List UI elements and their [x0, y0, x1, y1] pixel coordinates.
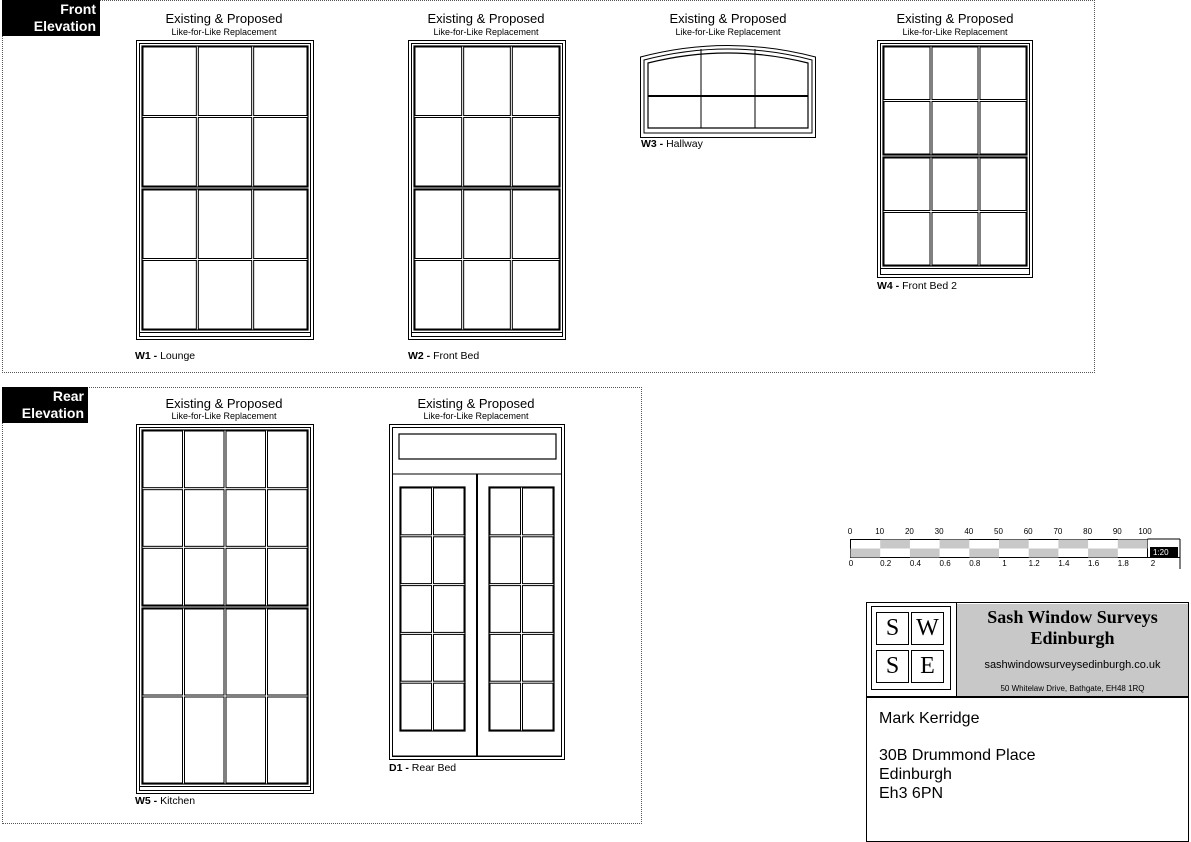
upper-pane [254, 47, 307, 116]
w4-name: Front Bed 2 [902, 280, 957, 292]
lower-pane [143, 609, 183, 695]
lower-pane [415, 190, 462, 259]
upper-pane [464, 47, 511, 116]
right-door-glazing-pane [523, 488, 554, 535]
upper-pane [143, 431, 183, 488]
w3-label [641, 138, 703, 150]
right-door-glazing-sash [489, 487, 554, 731]
lower-pane [415, 261, 462, 330]
scale-bottom-tick-label: 2 [1150, 559, 1156, 568]
scale-bottom-tick-label: 1.4 [1058, 559, 1070, 568]
w3-title: Existing & Proposed [669, 11, 787, 26]
w3-name: Hallway [666, 138, 703, 150]
left-door-glazing-pane [401, 634, 432, 681]
scale-bar-segment [1058, 540, 1088, 549]
title-block-divider [866, 696, 1189, 698]
scale-top-tick-label: 100 [1138, 527, 1152, 536]
scale-bottom-tick-label: 1.6 [1088, 559, 1100, 568]
company-name-line2: Edinburgh [1030, 628, 1115, 648]
inner-arched-frame [644, 49, 812, 133]
right-door-glazing-pane [490, 488, 521, 535]
inner-frame [140, 44, 311, 333]
scale-top-tick-label: 10 [875, 527, 885, 536]
upper-sash [142, 430, 308, 606]
d1-code: D1 - [389, 762, 409, 774]
w5-label [135, 795, 195, 807]
lower-pane [143, 697, 183, 783]
upper-pane [143, 548, 183, 605]
lower-pane [268, 697, 308, 783]
right-door-glazing-pane [490, 586, 521, 633]
scale-bottom-tick-label: 1.2 [1028, 559, 1040, 568]
rear-elevation-label-line2: Elevation [21, 405, 84, 421]
upper-pane [143, 490, 183, 547]
company-address: 50 Whitelaw Drive, Bathgate, EH48 1RQ [1000, 684, 1145, 693]
scale-bar-segment [1118, 540, 1148, 549]
lower-pane [254, 190, 307, 259]
scale-bar-segment [940, 540, 970, 549]
w3-code: W3 - [641, 138, 664, 150]
lower-pane [512, 190, 559, 259]
left-door-glazing-pane [401, 683, 432, 730]
sill [412, 333, 563, 337]
lower-pane [268, 609, 308, 695]
scale-top-tick-label: 20 [904, 527, 914, 536]
w4-code: W4 - [877, 280, 900, 292]
scale-top-tick-label: 50 [994, 527, 1003, 536]
upper-pane [512, 47, 559, 116]
lower-sash [414, 189, 560, 330]
left-door-glazing-sash [400, 487, 465, 731]
inner-frame [140, 428, 311, 787]
scale-bottom-tick-label: 0.2 [880, 559, 892, 568]
lower-pane [198, 190, 251, 259]
scale-bar-segment [910, 549, 940, 558]
w1-label [135, 350, 195, 362]
lower-pane [884, 158, 930, 211]
upper-pane [198, 118, 251, 187]
upper-pane [143, 118, 196, 187]
upper-pane [185, 548, 225, 605]
scale-bottom-tick-label: 0 [848, 559, 854, 568]
sill [881, 269, 1030, 275]
scale-top-tick-label: 60 [1023, 527, 1033, 536]
scale-top-tick-label: 70 [1053, 527, 1063, 536]
upper-pane [268, 490, 308, 547]
left-door-glazing-pane [401, 586, 432, 633]
client-name: Mark Kerridge [879, 710, 980, 727]
upper-pane [884, 47, 930, 100]
w2-subtitle: Like-for-Like Replacement [433, 27, 539, 37]
left-door-glazing-pane [434, 488, 465, 535]
scale-top-tick-label: 30 [934, 527, 944, 536]
upper-pane [268, 431, 308, 488]
lower-pane [932, 213, 978, 266]
upper-pane [884, 102, 930, 155]
lower-sash [142, 608, 308, 784]
upper-pane [185, 490, 225, 547]
upper-pane [226, 490, 266, 547]
logo-letter-w: W [911, 612, 944, 645]
lower-pane [185, 609, 225, 695]
w1-name: Lounge [160, 350, 196, 362]
upper-pane [415, 118, 462, 187]
lower-pane [254, 261, 307, 330]
upper-sash [414, 46, 560, 187]
upper-pane [198, 47, 251, 116]
company-name-line1: Sash Window Surveys [987, 607, 1158, 627]
lower-pane [226, 697, 266, 783]
right-door-glazing-pane [490, 537, 521, 584]
w2-code: W2 - [408, 350, 431, 362]
w1-subtitle: Like-for-Like Replacement [171, 27, 277, 37]
lower-sash [142, 189, 308, 330]
w5-title: Existing & Proposed [165, 396, 283, 411]
w2-window-drawing [408, 40, 566, 340]
outer-frame [878, 41, 1033, 278]
front-elevation-label-line1: Front [60, 1, 96, 17]
lower-pane [464, 261, 511, 330]
logo-letter-s-top: S [876, 612, 909, 645]
lower-pane [980, 213, 1026, 266]
left-door-glazing-pane [434, 586, 465, 633]
lower-sash [883, 157, 1027, 266]
logo-letter-e: E [911, 650, 944, 683]
lower-pane [884, 213, 930, 266]
upper-pane [980, 47, 1026, 100]
left-door-glazing-pane [434, 634, 465, 681]
left-door-glazing-pane [434, 537, 465, 584]
w4-window-drawing [877, 40, 1033, 278]
rear-elevation-label-line1: Rear [52, 388, 84, 404]
w5-subtitle: Like-for-Like Replacement [171, 411, 277, 421]
inner-frame [412, 44, 563, 333]
upper-sash [142, 46, 308, 187]
left-door-glazing-pane [434, 683, 465, 730]
scale-bottom-tick-label: 0.4 [909, 559, 921, 568]
company-website: sashwindowsurveysedinburgh.co.uk [984, 659, 1161, 671]
left-door-glazing-pane [401, 537, 432, 584]
lower-pane [143, 261, 196, 330]
lower-pane [932, 158, 978, 211]
right-door-glazing-pane [523, 586, 554, 633]
lower-pane [198, 261, 251, 330]
w2-name: Front Bed [433, 350, 480, 362]
lower-pane [185, 697, 225, 783]
front-elevation-label-line2: Elevation [33, 18, 96, 34]
scale-top-tick-label: 90 [1112, 527, 1122, 536]
w2-label [408, 350, 479, 362]
right-door-glazing-pane [490, 683, 521, 730]
w1-window-drawing [136, 40, 314, 340]
scale-bottom-tick-label: 0.8 [969, 559, 981, 568]
w1-title: Existing & Proposed [165, 11, 283, 26]
client-address-line2: Edinburgh [879, 766, 952, 783]
right-door-glazing-pane [523, 537, 554, 584]
upper-pane [226, 431, 266, 488]
upper-pane [415, 47, 462, 116]
sill [140, 787, 311, 791]
upper-pane [143, 47, 196, 116]
upper-pane [268, 548, 308, 605]
scale-bottom-tick-label: 0.6 [939, 559, 951, 568]
lower-pane [980, 158, 1026, 211]
scale-bar-segment [969, 549, 999, 558]
scale-bar-segment [1088, 549, 1118, 558]
scale-top-tick-label: 80 [1083, 527, 1093, 536]
front-elevation-label [2, 0, 100, 36]
upper-pane [464, 118, 511, 187]
right-door-glazing-pane [523, 683, 554, 730]
w5-code: W5 - [135, 795, 158, 807]
scale-bar-segment [851, 549, 881, 558]
d1-door-drawing [389, 424, 565, 760]
upper-pane [226, 548, 266, 605]
rear-elevation-label [2, 387, 88, 423]
scale-top-tick-label: 0 [847, 527, 853, 536]
lower-pane [464, 190, 511, 259]
w3-subtitle: Like-for-Like Replacement [675, 27, 781, 37]
upper-pane [932, 102, 978, 155]
w5-window-drawing [136, 424, 314, 794]
lower-pane [143, 190, 196, 259]
scale-bar-segment [1029, 549, 1059, 558]
client-address-line3: Eh3 6PN [879, 785, 944, 802]
upper-pane [185, 431, 225, 488]
upper-pane [254, 118, 307, 187]
w4-subtitle: Like-for-Like Replacement [902, 27, 1008, 37]
right-door-glazing-pane [490, 634, 521, 681]
d1-label [389, 762, 456, 774]
logo [871, 606, 951, 690]
w2-title: Existing & Proposed [427, 11, 545, 26]
d1-name: Rear Bed [411, 762, 457, 774]
scale-bottom-tick-label: 1 [1002, 559, 1007, 568]
sill [140, 333, 311, 337]
upper-pane [512, 118, 559, 187]
inner-frame [881, 44, 1030, 269]
transom-light [399, 434, 556, 459]
lower-pane [226, 609, 266, 695]
client-address-line1: 30B Drummond Place [879, 747, 1036, 764]
scale-bar-segment [880, 540, 910, 549]
logo-letter-s-bottom: S [876, 650, 909, 683]
arched-sash [648, 53, 808, 128]
lower-pane [512, 261, 559, 330]
scale-top-tick-label: 40 [964, 527, 974, 536]
d1-title: Existing & Proposed [417, 396, 535, 411]
upper-pane [932, 47, 978, 100]
scale-bar-segment [999, 540, 1029, 549]
scale-bar [850, 537, 1180, 569]
right-door-glazing-pane [523, 634, 554, 681]
w1-code: W1 - [135, 350, 158, 362]
scale-bottom-tick-label: 1.8 [1117, 559, 1129, 568]
w3-window-drawing [640, 40, 816, 138]
upper-sash [883, 46, 1027, 155]
w5-name: Kitchen [160, 795, 196, 807]
upper-pane [980, 102, 1026, 155]
d1-subtitle: Like-for-Like Replacement [423, 411, 529, 421]
w4-title: Existing & Proposed [896, 11, 1014, 26]
w4-label [877, 280, 957, 292]
scale-ratio: 1:20 [1150, 547, 1178, 558]
left-door-glazing-pane [401, 488, 432, 535]
